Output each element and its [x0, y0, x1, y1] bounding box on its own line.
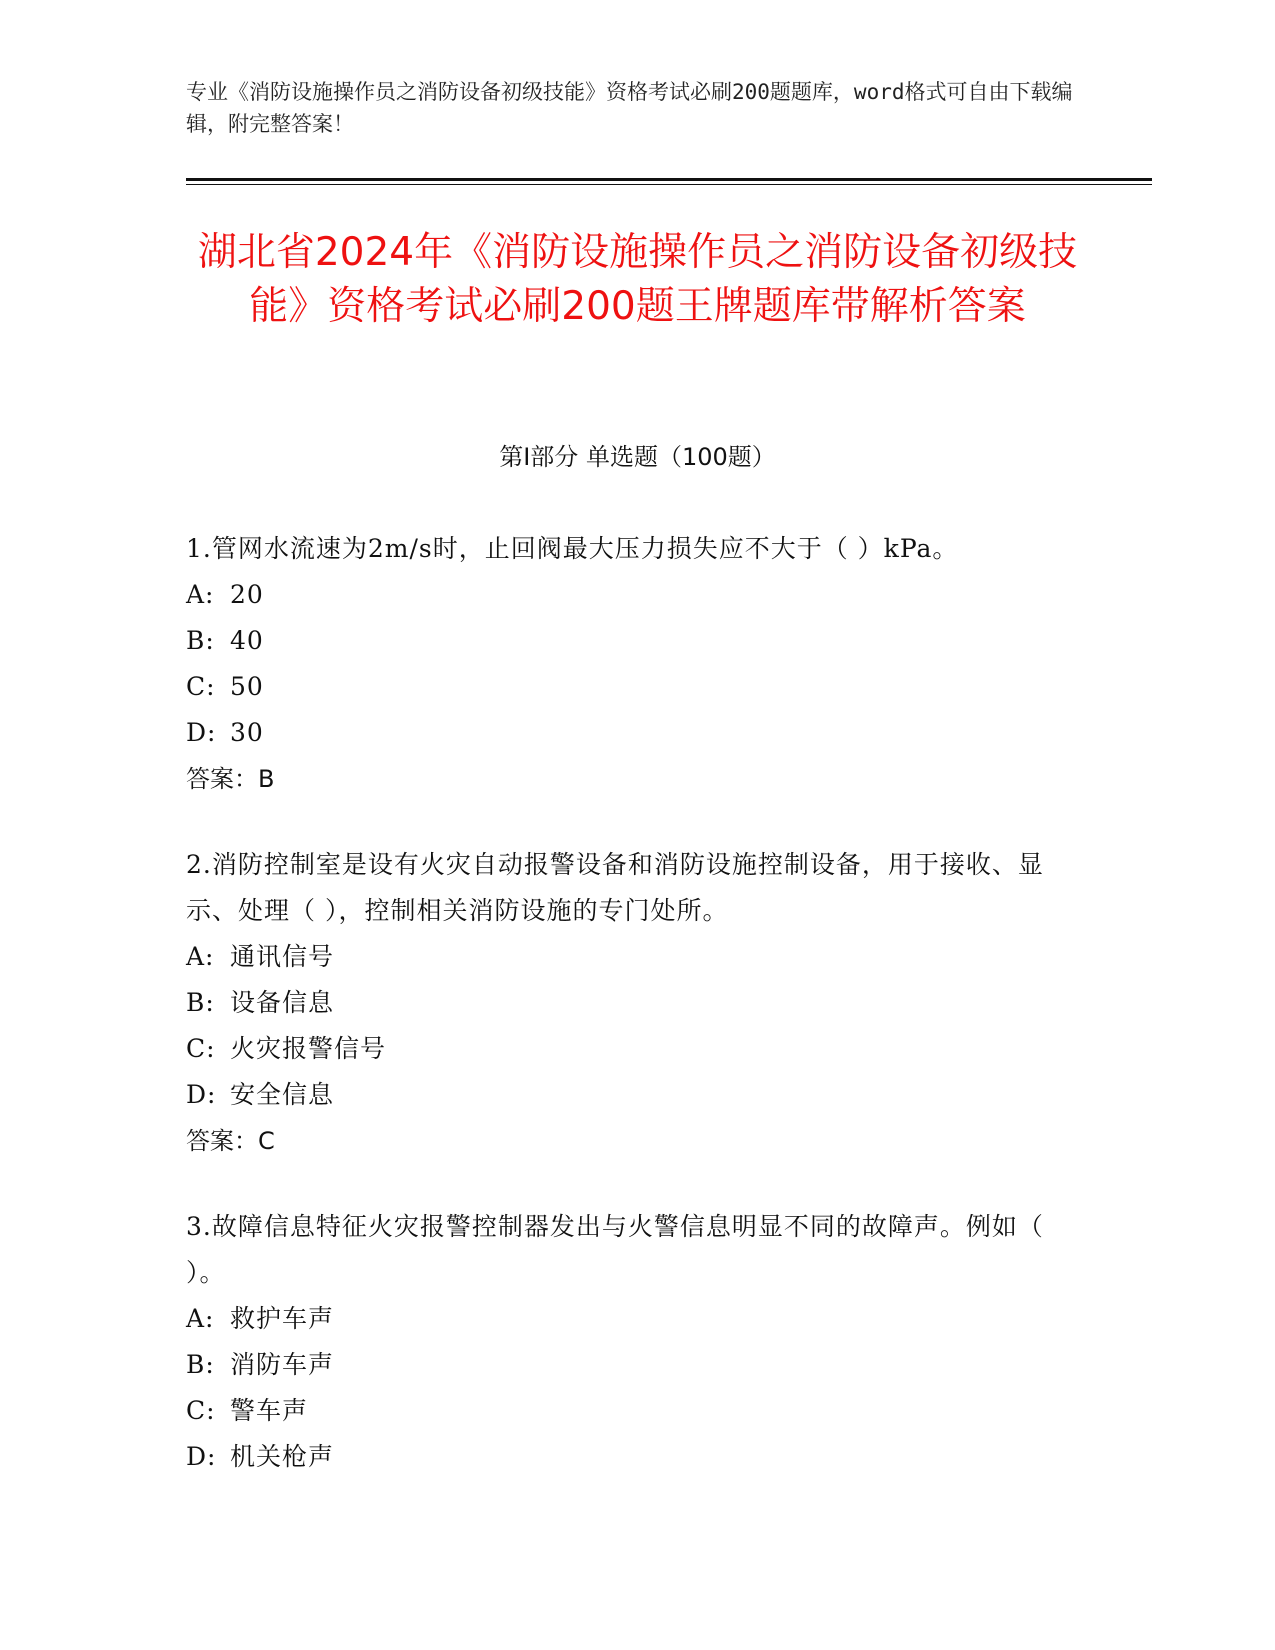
option-letter: C: — [186, 1396, 216, 1425]
header-divider-thick — [186, 178, 1152, 181]
option-list — [186, 934, 1086, 1118]
option-list — [186, 572, 1086, 756]
option-a — [186, 572, 1086, 618]
option-d — [186, 1072, 1086, 1118]
option-text: 40 — [230, 626, 264, 655]
option-text: 安全信息 — [230, 1080, 335, 1109]
question-3 — [186, 1204, 1086, 1480]
option-text: 救护车声 — [230, 1304, 335, 1333]
option-letter: A: — [186, 942, 215, 971]
option-b — [186, 1342, 1086, 1388]
option-letter: A: — [186, 1304, 215, 1333]
option-letter: D: — [186, 1442, 217, 1471]
option-text: 30 — [230, 718, 264, 747]
option-c — [186, 664, 1086, 710]
option-text: 50 — [230, 672, 264, 701]
answer-line: 答案：B — [186, 765, 275, 793]
document-description: 专业《消防设施操作员之消防设备初级技能》资格考试必刷200题题库，word格式可自由下载编辑，附完整答案！ — [186, 80, 1073, 136]
question-stem: 3.故障信息特征火灾报警控制器发出与火警信息明显不同的故障声。例如（ ）。 — [186, 1212, 1044, 1287]
option-text: 消防车声 — [230, 1350, 335, 1379]
option-letter: D: — [186, 718, 217, 747]
option-text: 设备信息 — [230, 988, 335, 1017]
option-text: 通讯信号 — [230, 942, 335, 971]
document-title: 湖北省2024年《消防设施操作员之消防设备初级技能》资格考试必刷200题王牌题库带解析答案 — [197, 230, 1078, 329]
question-list — [186, 526, 1086, 1520]
option-letter: A: — [186, 580, 215, 609]
option-text: 机关枪声 — [230, 1442, 335, 1471]
option-text: 20 — [230, 580, 264, 609]
option-a — [186, 934, 1086, 980]
option-letter: B: — [186, 1350, 215, 1379]
option-letter: B: — [186, 988, 215, 1017]
option-letter: C: — [186, 672, 216, 701]
option-letter: D: — [186, 1080, 217, 1109]
option-text: 警车声 — [230, 1396, 309, 1425]
option-letter: B: — [186, 626, 215, 655]
option-letter: C: — [186, 1034, 216, 1063]
header-divider-thin — [186, 184, 1152, 185]
option-text: 火灾报警信号 — [230, 1034, 387, 1063]
option-d — [186, 1434, 1086, 1480]
option-d — [186, 710, 1086, 756]
question-2 — [186, 842, 1086, 1164]
option-b — [186, 980, 1086, 1026]
option-c — [186, 1388, 1086, 1434]
question-stem: 2.消防控制室是设有火灾自动报警设备和消防设施控制设备，用于接收、显示、处理（ ），控制相关消防设施的专门处所。 — [186, 850, 1044, 925]
option-c — [186, 1026, 1086, 1072]
question-1 — [186, 526, 1086, 802]
option-list — [186, 1296, 1086, 1480]
option-a — [186, 1296, 1086, 1342]
question-stem: 1.管网水流速为2m/s时，止回阀最大压力损失应不大于（ ）kPa。 — [186, 534, 959, 563]
answer-line: 答案：C — [186, 1127, 275, 1155]
option-b — [186, 618, 1086, 664]
section-heading: 第Ⅰ部分 单选题（100题） — [499, 443, 776, 471]
